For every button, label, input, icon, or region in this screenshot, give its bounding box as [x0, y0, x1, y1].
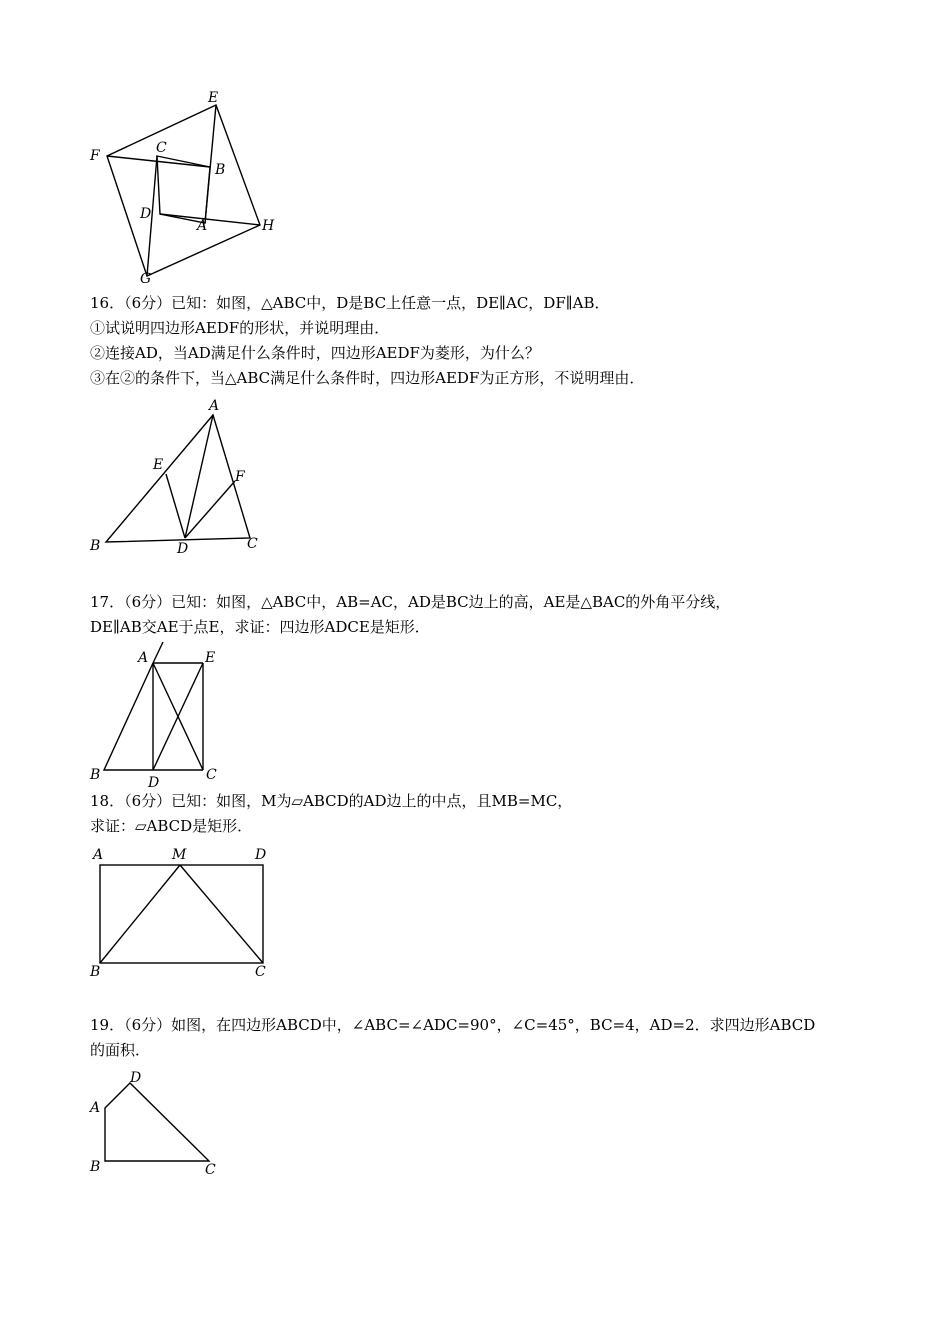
segment-HD — [160, 214, 260, 225]
q16-part3: ③在②的条件下，当△ABC满足什么条件时，四边形AEDF为正方形，不说明理由． — [90, 369, 645, 387]
label-C: C — [156, 140, 167, 156]
segment-MB — [100, 865, 180, 963]
label-D: D — [177, 541, 189, 557]
figure-q18-parallelogram-ABCD — [85, 843, 285, 983]
q18-stem-line2: 求证：▱ABCD是矩形． — [90, 817, 253, 835]
label-A: A — [197, 218, 208, 234]
triangle-ABC — [106, 415, 250, 542]
q17-stem-line2: DE∥AB交AE于点E，求证：四边形ADCE是矩形． — [90, 618, 430, 636]
figure-q16-triangle-ABC — [85, 395, 275, 565]
label-C: C — [205, 1162, 216, 1178]
label-B: B — [90, 964, 101, 980]
q17-stem-line1: 17．（6分）已知：如图，△ABC中，AB=AC，AD是BC边上的高，AE是△BAC的外角平分线， — [90, 593, 731, 611]
rectangle-ABCD — [100, 865, 263, 963]
q19-stem-line1: 19．（6分）如图，在四边形ABCD中，∠ABC=∠ADC=90°，∠C=45°，BC=4，AD=2．求四边形ABCD — [90, 1016, 816, 1034]
segment-MC — [180, 865, 263, 963]
label-D: D — [148, 775, 160, 791]
label-M: M — [172, 847, 187, 863]
label-C: C — [247, 536, 258, 552]
label-F: F — [90, 148, 100, 164]
segment-AD — [185, 415, 213, 538]
segment-ED — [166, 474, 185, 538]
label-A: A — [90, 1100, 101, 1116]
q16-part2: ②连接AD，当AD满足什么条件时，四边形AEDF为菱形，为什么？ — [90, 344, 540, 362]
label-E: E — [205, 650, 216, 666]
quadrilateral-ABCD — [105, 1083, 209, 1161]
label-B: B — [90, 767, 101, 783]
label-A: A — [138, 650, 149, 666]
label-D: D — [130, 1070, 142, 1086]
q18-stem-line1: 18．（6分）已知：如图，M为▱ABCD的AD边上的中点，且MB=MC， — [90, 792, 573, 810]
label-D: D — [255, 847, 267, 863]
label-B: B — [215, 162, 226, 178]
label-D: D — [140, 206, 152, 222]
label-E: E — [153, 457, 164, 473]
label-A: A — [209, 398, 220, 414]
label-C: C — [206, 767, 217, 783]
q16-stem: 16．（6分）已知：如图，△ABC中，D是BC上任意一点，DE∥AC，DF∥AB． — [90, 294, 610, 312]
label-A: A — [93, 847, 104, 863]
label-H: H — [262, 218, 275, 234]
label-F: F — [235, 469, 245, 485]
segment-AE-extension — [153, 642, 163, 663]
figure-q15-square-diagram — [80, 90, 290, 290]
segment-DF — [185, 481, 235, 538]
label-C: C — [255, 964, 266, 980]
outer-square-EFGH — [107, 105, 260, 276]
label-G: G — [140, 271, 152, 287]
label-E: E — [208, 90, 219, 106]
segment-FB — [107, 156, 210, 167]
figure-q19-quadrilateral-ABCD — [85, 1065, 235, 1185]
q19-stem-line2: 的面积． — [90, 1041, 151, 1059]
figure-q17-rectangle-ADCE — [85, 642, 235, 790]
q16-part1: ①试说明四边形AEDF的形状，并说明理由． — [90, 319, 390, 337]
label-B: B — [90, 1159, 101, 1175]
label-B: B — [90, 538, 101, 554]
